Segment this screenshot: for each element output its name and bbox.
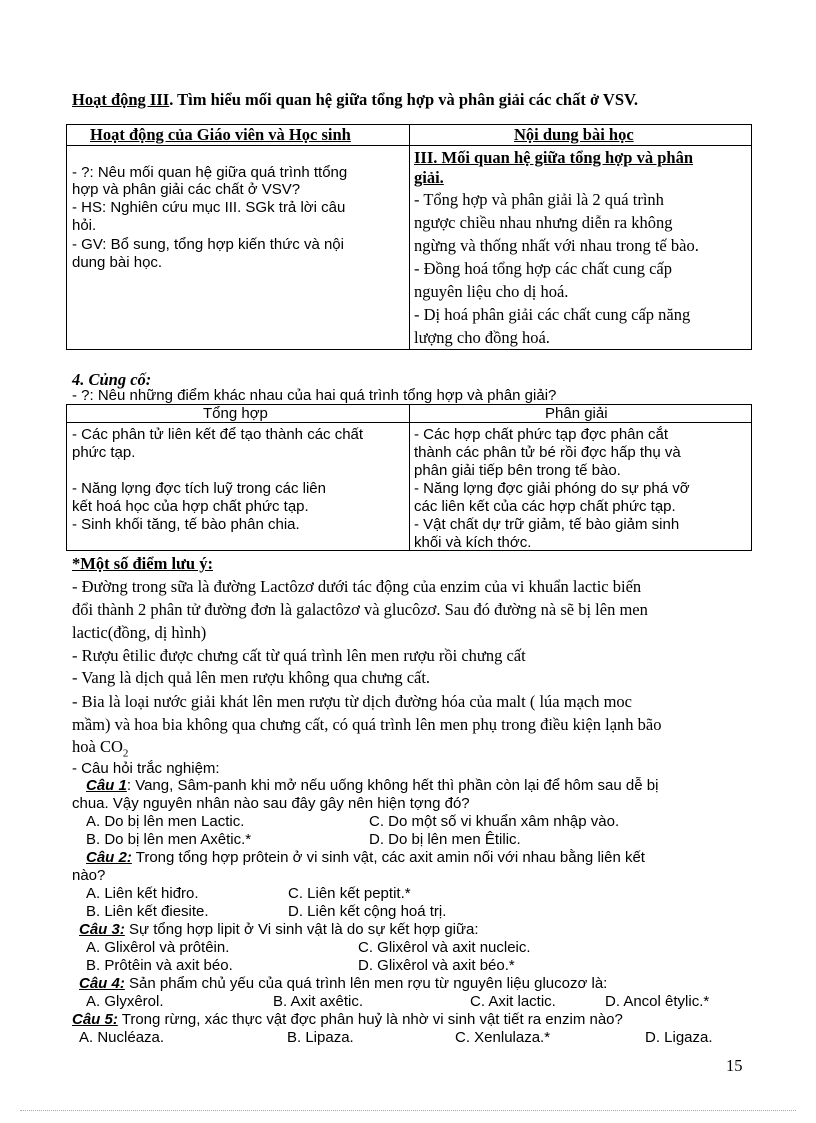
q1-label: Câu 1 [86, 777, 127, 794]
table1-left-line: - HS: Nghiên cứu mục III. SGk trả lời câu [72, 199, 346, 216]
table2-right-header: Phân giải [545, 405, 608, 422]
q4-option-d: D. Ancol êtylic.* [605, 993, 710, 1010]
quiz-intro: - Câu hỏi trắc nghiệm: [72, 760, 220, 777]
heading-title: Hoạt động III [72, 90, 170, 109]
table1-left-line: - GV: Bổ sung, tổng hợp kiến thức và nội [72, 236, 344, 253]
q5-label: Câu 5: [72, 1011, 118, 1028]
table2-left-line: kết hoá học của hợp chất phức tạp. [72, 498, 309, 515]
q4-option-c: C. Axit lactic. [470, 993, 556, 1010]
q2-text-cont: nào? [72, 867, 106, 884]
cungco-title: 4. Củng cố: [72, 370, 152, 389]
notes-line [72, 737, 128, 759]
table2-left-header: Tổng hợp [203, 405, 268, 422]
table2-right-line: thành các phân tử bé rồi đợc hấp thụ và [414, 444, 681, 461]
table1-left-line: dung bài học. [72, 254, 163, 271]
cungco-question: - ?: Nêu những điểm khác nhau của hai quá trình tổng hợp và phân giải? [72, 387, 557, 404]
q3-text: Câu 3: Sự tổng hợp lipit ở Vi sinh vật là do sự kết hợp giữa: [79, 921, 479, 938]
heading-rest: . Tìm hiểu mối quan hệ giữa tổng hợp và phân giải các chất ở VSV. [169, 90, 638, 109]
table1-right-header: Nội dung bài học [514, 125, 634, 144]
co2-text: hoà CO [72, 737, 123, 756]
table1-right-line: - Đồng hoá tổng hợp các chất cung cấp [414, 259, 672, 278]
section-heading [72, 90, 638, 110]
q2-option-a: A. Liên kết hiđro. [86, 885, 199, 902]
page-number: 15 [726, 1056, 743, 1075]
table2-left-line: - Các phân tử liên kết để tạo thành các chất [72, 426, 364, 443]
q4-text: Câu 4: Sản phẩm chủ yếu của quá trình lên men rợu từ nguyên liệu glucozơ là: [79, 975, 608, 992]
q3-option-c: C. Glixêrol và axit nucleic. [358, 939, 531, 956]
table1-right-line: lượng cho đồng hoá. [414, 328, 550, 347]
table2-right-line: khối và kích thớc. [414, 534, 532, 551]
notes-line: mầm) và hoa bia không qua chưng cất, có quá trình lên men phụ trong điều kiện lạnh bão [72, 715, 662, 734]
q1-option-c: C. Do một số vi khuẩn xâm nhập vào. [369, 813, 620, 830]
table2-right-line: các liên kết của các hợp chất phức tạp. [414, 498, 676, 515]
notes-line: - Đường trong sữa là đường Lactôzơ dưới tác động của enzim của vi khuẩn lactic biến [72, 577, 642, 596]
notes-line: - Bia là loại nước giải khát lên men rượu từ dịch đường hóa của malt ( lúa mạch moc [72, 692, 632, 711]
table2-left-line: phức tạp. [72, 444, 136, 461]
table1-right-line: - Tổng hợp và phân giải là 2 quá trình [414, 190, 664, 209]
notes-line: đổi thành 2 phân tử đường đơn là galactôzơ và glucôzơ. Sau đó đường nà sẽ bị lên men [72, 600, 648, 619]
table2-right-line: phân giải tiếp bên trong tế bào. [414, 462, 621, 479]
table1-left-line: - ?: Nêu mối quan hệ giữa quá trình ttổng [72, 164, 348, 181]
table2-right-line: - Năng lợng đợc giải phóng do sự phá vỡ [414, 480, 690, 497]
q3-option-b: B. Prôtêin và axit béo. [86, 957, 233, 974]
q1-text-cont: chua. Vậy nguyên nhân nào sau đây gây nên hiện tợng đó? [72, 795, 470, 812]
table1-left-line: hỏi. [72, 217, 97, 234]
q1-option-a: A. Do bị lên men Lactic. [86, 813, 245, 830]
table1-right-title: giải. [414, 168, 444, 187]
q5-option-c: C. Xenlulaza.* [455, 1029, 551, 1046]
table1-right-line: ngừng và thống nhất với nhau trong tế bào. [414, 236, 699, 255]
q4-option-b: B. Axit axêtic. [273, 993, 364, 1010]
table1-right-line: - Dị hoá phân giải các chất cung cấp năng [414, 305, 691, 324]
q1-option-b: B. Do bị lên men Axêtic.* [86, 831, 252, 848]
co2-subscript: 2 [122, 747, 129, 760]
q4-label: Câu 4: [79, 975, 125, 992]
notes-line: lactic(đồng, dị hình) [72, 623, 207, 642]
q3-option-d: D. Glixêrol và axit béo.* [358, 957, 515, 974]
q5-option-a: A. Nucléaza. [79, 1029, 165, 1046]
table1-left-line: hợp và phân giải các chất ở VSV? [72, 181, 301, 198]
q4-option-a: A. Glyxêrol. [86, 993, 164, 1010]
notes-line: - Rượu êtilic được chưng cất từ quá trình lên men rượu rồi chưng cất [72, 646, 526, 665]
q2-text: Câu 2: Trong tổng hợp prôtein ở vi sinh vật, các axit amin nối với nhau bằng liên kết [86, 849, 645, 866]
q2-option-b: B. Liên kết điesite. [86, 903, 209, 920]
table1-right-line: ngược chiều nhau nhưng diễn ra không [414, 213, 673, 232]
q1-text: Câu 1: Vang, Sâm-panh khi mở nếu uống không hết thì phần còn lại để hôm sau dễ bị [86, 777, 659, 794]
q2-label: Câu 2: [86, 849, 132, 866]
table1-right-title: III. Mối quan hệ giữa tổng hợp và phân [414, 148, 694, 167]
notes-line: - Vang là dịch quả lên men rượu không qua chưng cất. [72, 668, 431, 687]
notes-title: *Một số điểm lưu ý: [72, 554, 213, 573]
table1-left-header: Hoạt động của Giáo viên và Học sinh [90, 125, 351, 144]
q3-label: Câu 3: [79, 921, 125, 938]
table2-right-line: - Các hợp chất phức tạp đợc phân cắt [414, 426, 669, 443]
q2-option-d: D. Liên kết cộng hoá trị. [288, 903, 447, 920]
q3-option-a: A. Glixêrol và prôtêin. [86, 939, 230, 956]
table2-left-line: - Năng lợng đợc tích luỹ trong các liên [72, 480, 326, 497]
q2-option-c: C. Liên kết peptit.* [288, 885, 411, 902]
q5-option-d: D. Ligaza. [645, 1029, 713, 1046]
q5-option-b: B. Lipaza. [287, 1029, 354, 1046]
q1-option-d: D. Do bị lên men Êtilic. [369, 831, 521, 848]
table2-right-line: - Vật chất dự trữ giảm, tế bào giảm sinh [414, 516, 680, 533]
table2-left-line: - Sinh khối tăng, tế bào phân chia. [72, 516, 300, 533]
table1-right-line: nguyên liệu cho dị hoá. [414, 282, 569, 301]
q5-text: Câu 5: Trong rừng, xác thực vật đợc phân huỷ là nhờ vi sinh vật tiết ra enzim nào? [72, 1011, 623, 1028]
page-bottom-border [20, 1110, 796, 1111]
